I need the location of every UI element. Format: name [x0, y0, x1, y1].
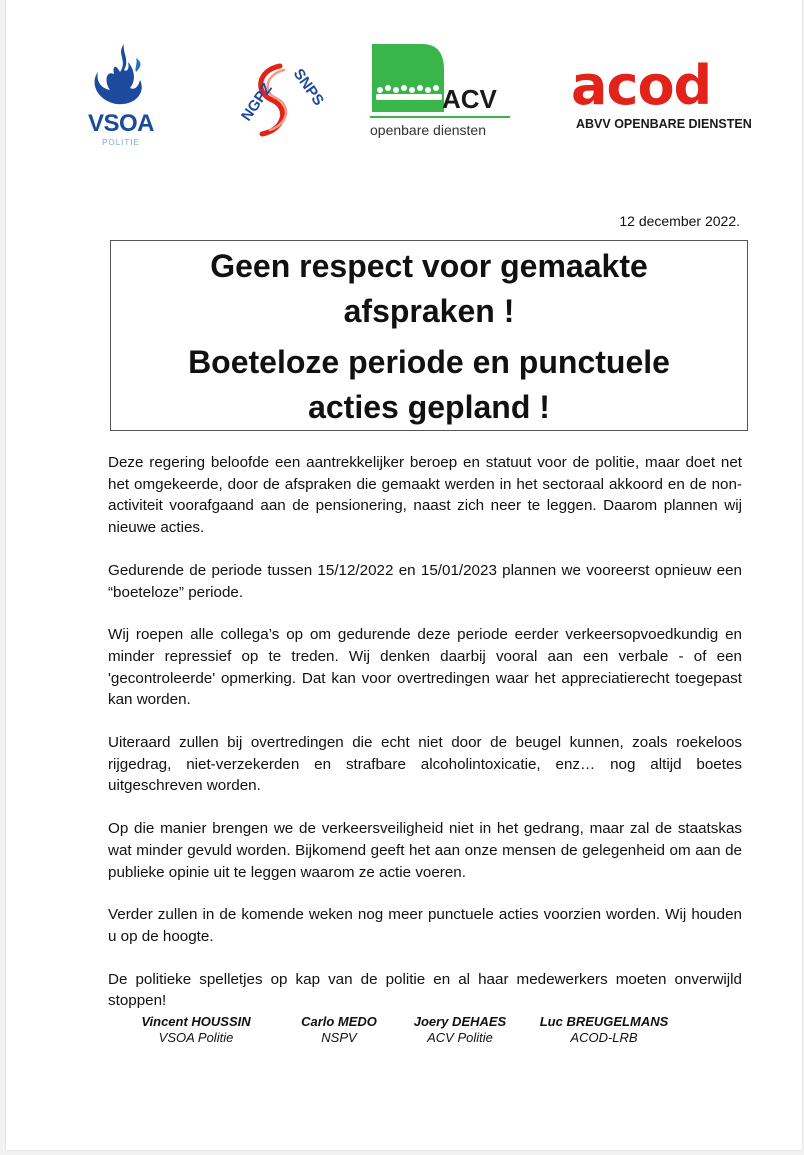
signatory-org: VSOA Politie — [158, 1030, 234, 1045]
headline-1-line-b: afspraken ! — [343, 293, 515, 329]
signature-2 — [284, 1014, 394, 1046]
headline-1-line-a: Geen respect voor gemaakte — [210, 248, 648, 284]
signatory-org: NSPV — [321, 1030, 357, 1045]
body-text — [108, 452, 742, 1033]
flame-icon — [76, 40, 166, 110]
signatory-name: Carlo MEDO — [301, 1014, 377, 1029]
document-date: 12 december 2022. — [619, 213, 740, 229]
vsoa-wordmark: VSOA — [87, 110, 154, 137]
nspv-text-b: SNPS — [289, 65, 328, 109]
nspv-logo — [218, 52, 328, 148]
acv-wordmark: ACV — [442, 84, 497, 114]
signature-1 — [126, 1014, 266, 1046]
logo-header — [6, 0, 802, 160]
nspv-text-a: NGPZ — [238, 80, 276, 125]
paragraph: Wij roepen alle collega’s op om gedurende deze periode eerder verkeersopvoedkundig en minder repressief op te treden. Wij denken daarbij vooral aan een verbale - of een 'gecontroleerde' opmerking. Dat kan voor overtredingen waar het appreciatierecht toegepast kan worden. — [108, 626, 742, 709]
acv-subtitle: openbare diensten — [370, 122, 486, 138]
acod-subtitle: ABVV OPENBARE DIENSTEN — [576, 117, 752, 131]
acv-logo — [364, 40, 514, 145]
headline-2-line-a: Boeteloze periode en punctuele — [188, 344, 670, 380]
signatory-org: ACOD-LRB — [570, 1030, 638, 1045]
paragraph: Deze regering beloofde een aantrekkelijker beroep en statuut voor de politie, maar doet net het omgekeerde, door de afspraken die gemaakt werden in het sectoraal akkoord en de non-activiteit voorafgaand aan de pensionering, naast zich neer te leggen. Daarom plannen wij nieuwe acties. — [108, 454, 742, 537]
paragraph: Uiteraard zullen bij overtredingen die echt niet door de beugel kunnen, zoals roekeloos rijgedrag, niet-verzekerden en strafbare alcoholintoxicatie, enz… nog altijd boetes uitgeschreven worden. — [108, 734, 742, 795]
paragraph: De politieke spelletjes op kap van de politie en al haar medewerkers moeten onverwijld stoppen! — [108, 970, 742, 1010]
acv-divider — [370, 116, 510, 118]
vsoa-subtitle: POLITIE — [102, 138, 140, 147]
nspv-logo-icon — [218, 52, 328, 148]
acod-wordmark: acod — [571, 54, 712, 117]
document-page — [6, 0, 802, 1150]
signature-block — [126, 1014, 706, 1054]
signatory-name: Joery DEHAES — [413, 1014, 507, 1029]
headline-2 — [111, 340, 747, 430]
vsoa-logo — [76, 40, 166, 152]
paragraph: Gedurende de periode tussen 15/12/2022 en 15/01/2023 plannen we vooreerst opnieuw een “boeteloze” periode. — [108, 561, 742, 601]
crowd-icon — [372, 44, 452, 114]
paragraph: Op die manier brengen we de verkeersveiligheid niet in het gedrang, maar zal de staatskas wat minder gevuld worden. Bijkomend geeft het aan onze mensen de gelegenheid om aan de publieke opinie uit te leggen waarom ze actie voeren. — [108, 820, 742, 881]
acod-logo — [571, 54, 786, 137]
signature-3 — [402, 1014, 518, 1046]
paragraph: Verder zullen in de komende weken nog meer punctuele acties voorzien worden. Wij houden u op de hoogte. — [108, 906, 742, 945]
title-box — [110, 240, 748, 431]
signatory-name: Vincent HOUSSIN — [141, 1014, 251, 1029]
headline-2-line-b: acties gepland ! — [308, 389, 550, 425]
signature-4 — [530, 1014, 678, 1046]
signatory-name: Luc BREUGELMANS — [539, 1014, 669, 1029]
signatory-org: ACV Politie — [427, 1030, 493, 1045]
headline-1 — [111, 244, 747, 334]
